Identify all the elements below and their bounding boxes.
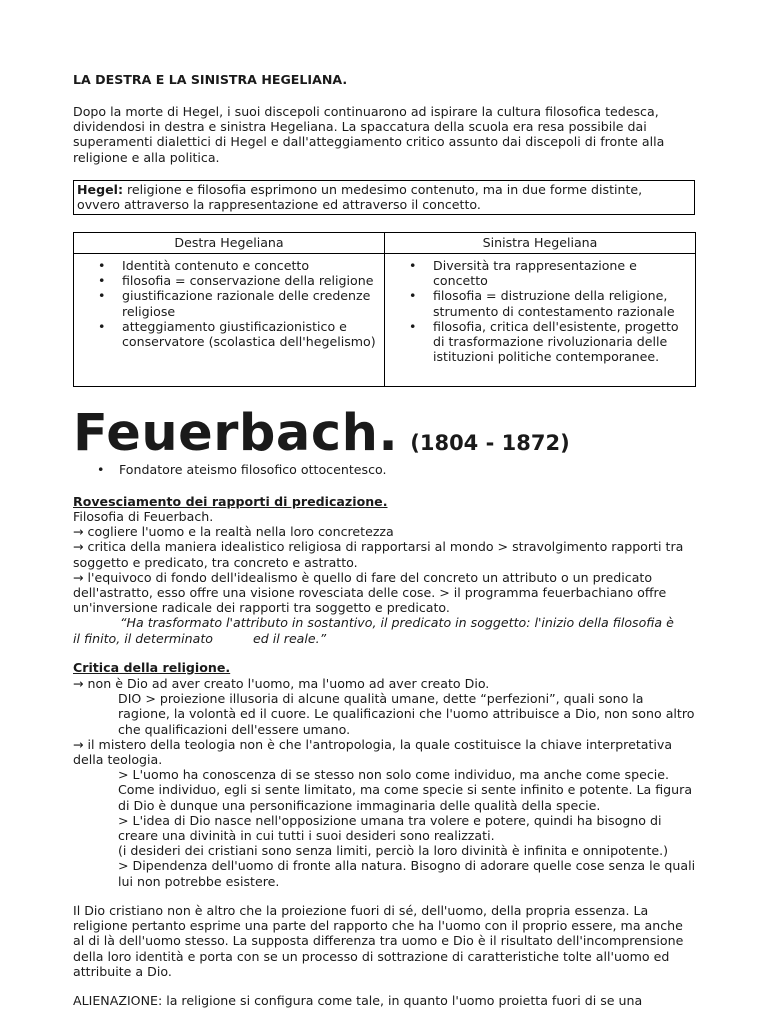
alienazione-line: ALIENAZIONE: la religione si configura come tale, in quanto l'uomo proietta fuori di se una: [73, 993, 643, 1008]
intro-paragraph: Dopo la morte di Hegel, i suoi discepoli continuarono ad ispirare la cultura filosofica tedesca, dividendosi in destra e sinistra Hegeliana. La spaccatura della scuola era resa possibile dai superamenti dialettici di Hegel e dall'atteggiamento critico assunto dai discepoli di fronte alla religione e alla politica.: [73, 104, 665, 165]
hegel-box: [73, 180, 695, 215]
feuerbach-heading: [73, 404, 570, 464]
section1-line: → cogliere l'uomo e la realtà nella loro concretezza: [73, 524, 394, 540]
section2-point: (i desideri dei cristiani sono senza limiti, perciò la loro divinità è infinita e onnipotente.): [118, 843, 669, 859]
section2-dio: DIO > proiezione illusoria di alcune qualità umane, dette “perfezioni”, quali sono la ragione, la volontà ed il cuore. Le qualificazioni che l'uomo attribuisce a Dio, non sono altro che qualificazioni dell'essere umano.: [118, 691, 695, 737]
hegel-text: religione e filosofia esprimono un medesimo contenuto, ma in due forme distinte, ovvero attraverso la rappresentazione ed attraverso il concetto.: [77, 182, 643, 213]
hegel-label: Hegel:: [77, 182, 123, 197]
section1-line: Filosofia di Feuerbach.: [73, 509, 214, 524]
list-item: • filosofia = conservazione della religione: [122, 273, 380, 288]
list-item: • filosofia, critica dell'esistente, progetto di trasformazione rivoluzionaria delle istituzioni politiche contemporanee.: [433, 319, 691, 365]
section1-line: → critica della maniera idealistico religiosa di rapportarsi al mondo > stravolgimento rapporti tra soggetto e predicato, tra concreto e astratto.: [73, 539, 684, 570]
list-item: • Diversità tra rappresentazione e concetto: [433, 258, 691, 288]
comparison-table: [73, 232, 696, 387]
section2-line: → non è Dio ad aver creato l'uomo, ma l'uomo ad aver creato Dio.: [73, 676, 490, 691]
page-title: LA DESTRA E LA SINISTRA HEGELIANA.: [73, 72, 348, 87]
section2-body: [73, 676, 698, 889]
list-item: • Identità contenuto e concetto: [122, 258, 380, 273]
section2-point: > Dipendenza dell'uomo di fronte alla natura. Bisogno di adorare quelle cose senza le quali lui non potrebbe esistere.: [118, 858, 696, 889]
section2-point: > L'uomo ha conoscenza di se stesso non solo come individuo, ma anche come specie. Come individuo, egli si sente limitato, ma come specie si sente infinito e potente. La figura di Dio è dunque una personificazione immaginaria delle qualità della specie.: [118, 767, 693, 813]
feuerbach-dates: (1804 - 1872): [410, 431, 570, 455]
section1-body: [73, 509, 698, 646]
founder-text: Fondatore ateismo filosofico ottocentesco.: [119, 462, 387, 477]
section1-line: → l'equivoco di fondo dell'idealismo è quello di fare del concreto un attributo o un predicato dell'astratto, esso offre una visione rovesciata delle cose. > il programma feuerbachiano offre un'inversione radicale dei rapporti tra soggetto e predicato.: [73, 569, 667, 616]
closing-paragraph: Il Dio cristiano non è altro che la proiezione fuori di sé, dell'uomo, della propria essenza. La religione pertanto esprime una parte del rapporto che ha l'uomo con il proprio essere, ma anche al di là dell'uomo stesso. La supposta differenza tra uomo e Dio è il risultato dell'incomprensione della loro identità e porta con se un processo di sottrazione di caratteristiche tolte all'uomo ed attribuite a Dio.: [73, 903, 684, 979]
table-cell-sinistra: [385, 254, 696, 387]
founder-bullet: [97, 462, 387, 477]
section1-quote-2: il finito, il determinato ed il reale.”: [73, 630, 327, 646]
feuerbach-name: Feuerbach.: [73, 404, 399, 463]
section2-heading: Critica della religione.: [73, 660, 231, 675]
list-item: • atteggiamento giustificazionistico e conservatore (scolastica dell'hegelismo): [122, 319, 380, 349]
section1-quote-1: “Ha trasformato l'attributo in sostantivo, il predicato in soggetto: l'inizio della filosofia è: [120, 615, 674, 631]
list-item: • filosofia = distruzione della religione, strumento di contestamento razionale: [433, 288, 691, 318]
section2-point: > L'idea di Dio nasce nell'opposizione umana tra volere e potere, quindi ha bisogno di creare una divinità in cui tutti i suoi desideri sono realizzati.: [118, 812, 662, 844]
table-cell-destra: [74, 254, 385, 387]
table-header-sinistra: Sinistra Hegeliana: [385, 233, 696, 254]
table-header-destra: Destra Hegeliana: [74, 233, 385, 254]
section2-line: → il mistero della teologia non è che l'antropologia, la quale costituisce la chiave interpretativa della teologia.: [73, 736, 673, 768]
section1-heading: Rovesciamento dei rapporti di predicazione.: [73, 494, 388, 509]
list-item: • giustificazione razionale delle credenze religiose: [122, 288, 380, 318]
